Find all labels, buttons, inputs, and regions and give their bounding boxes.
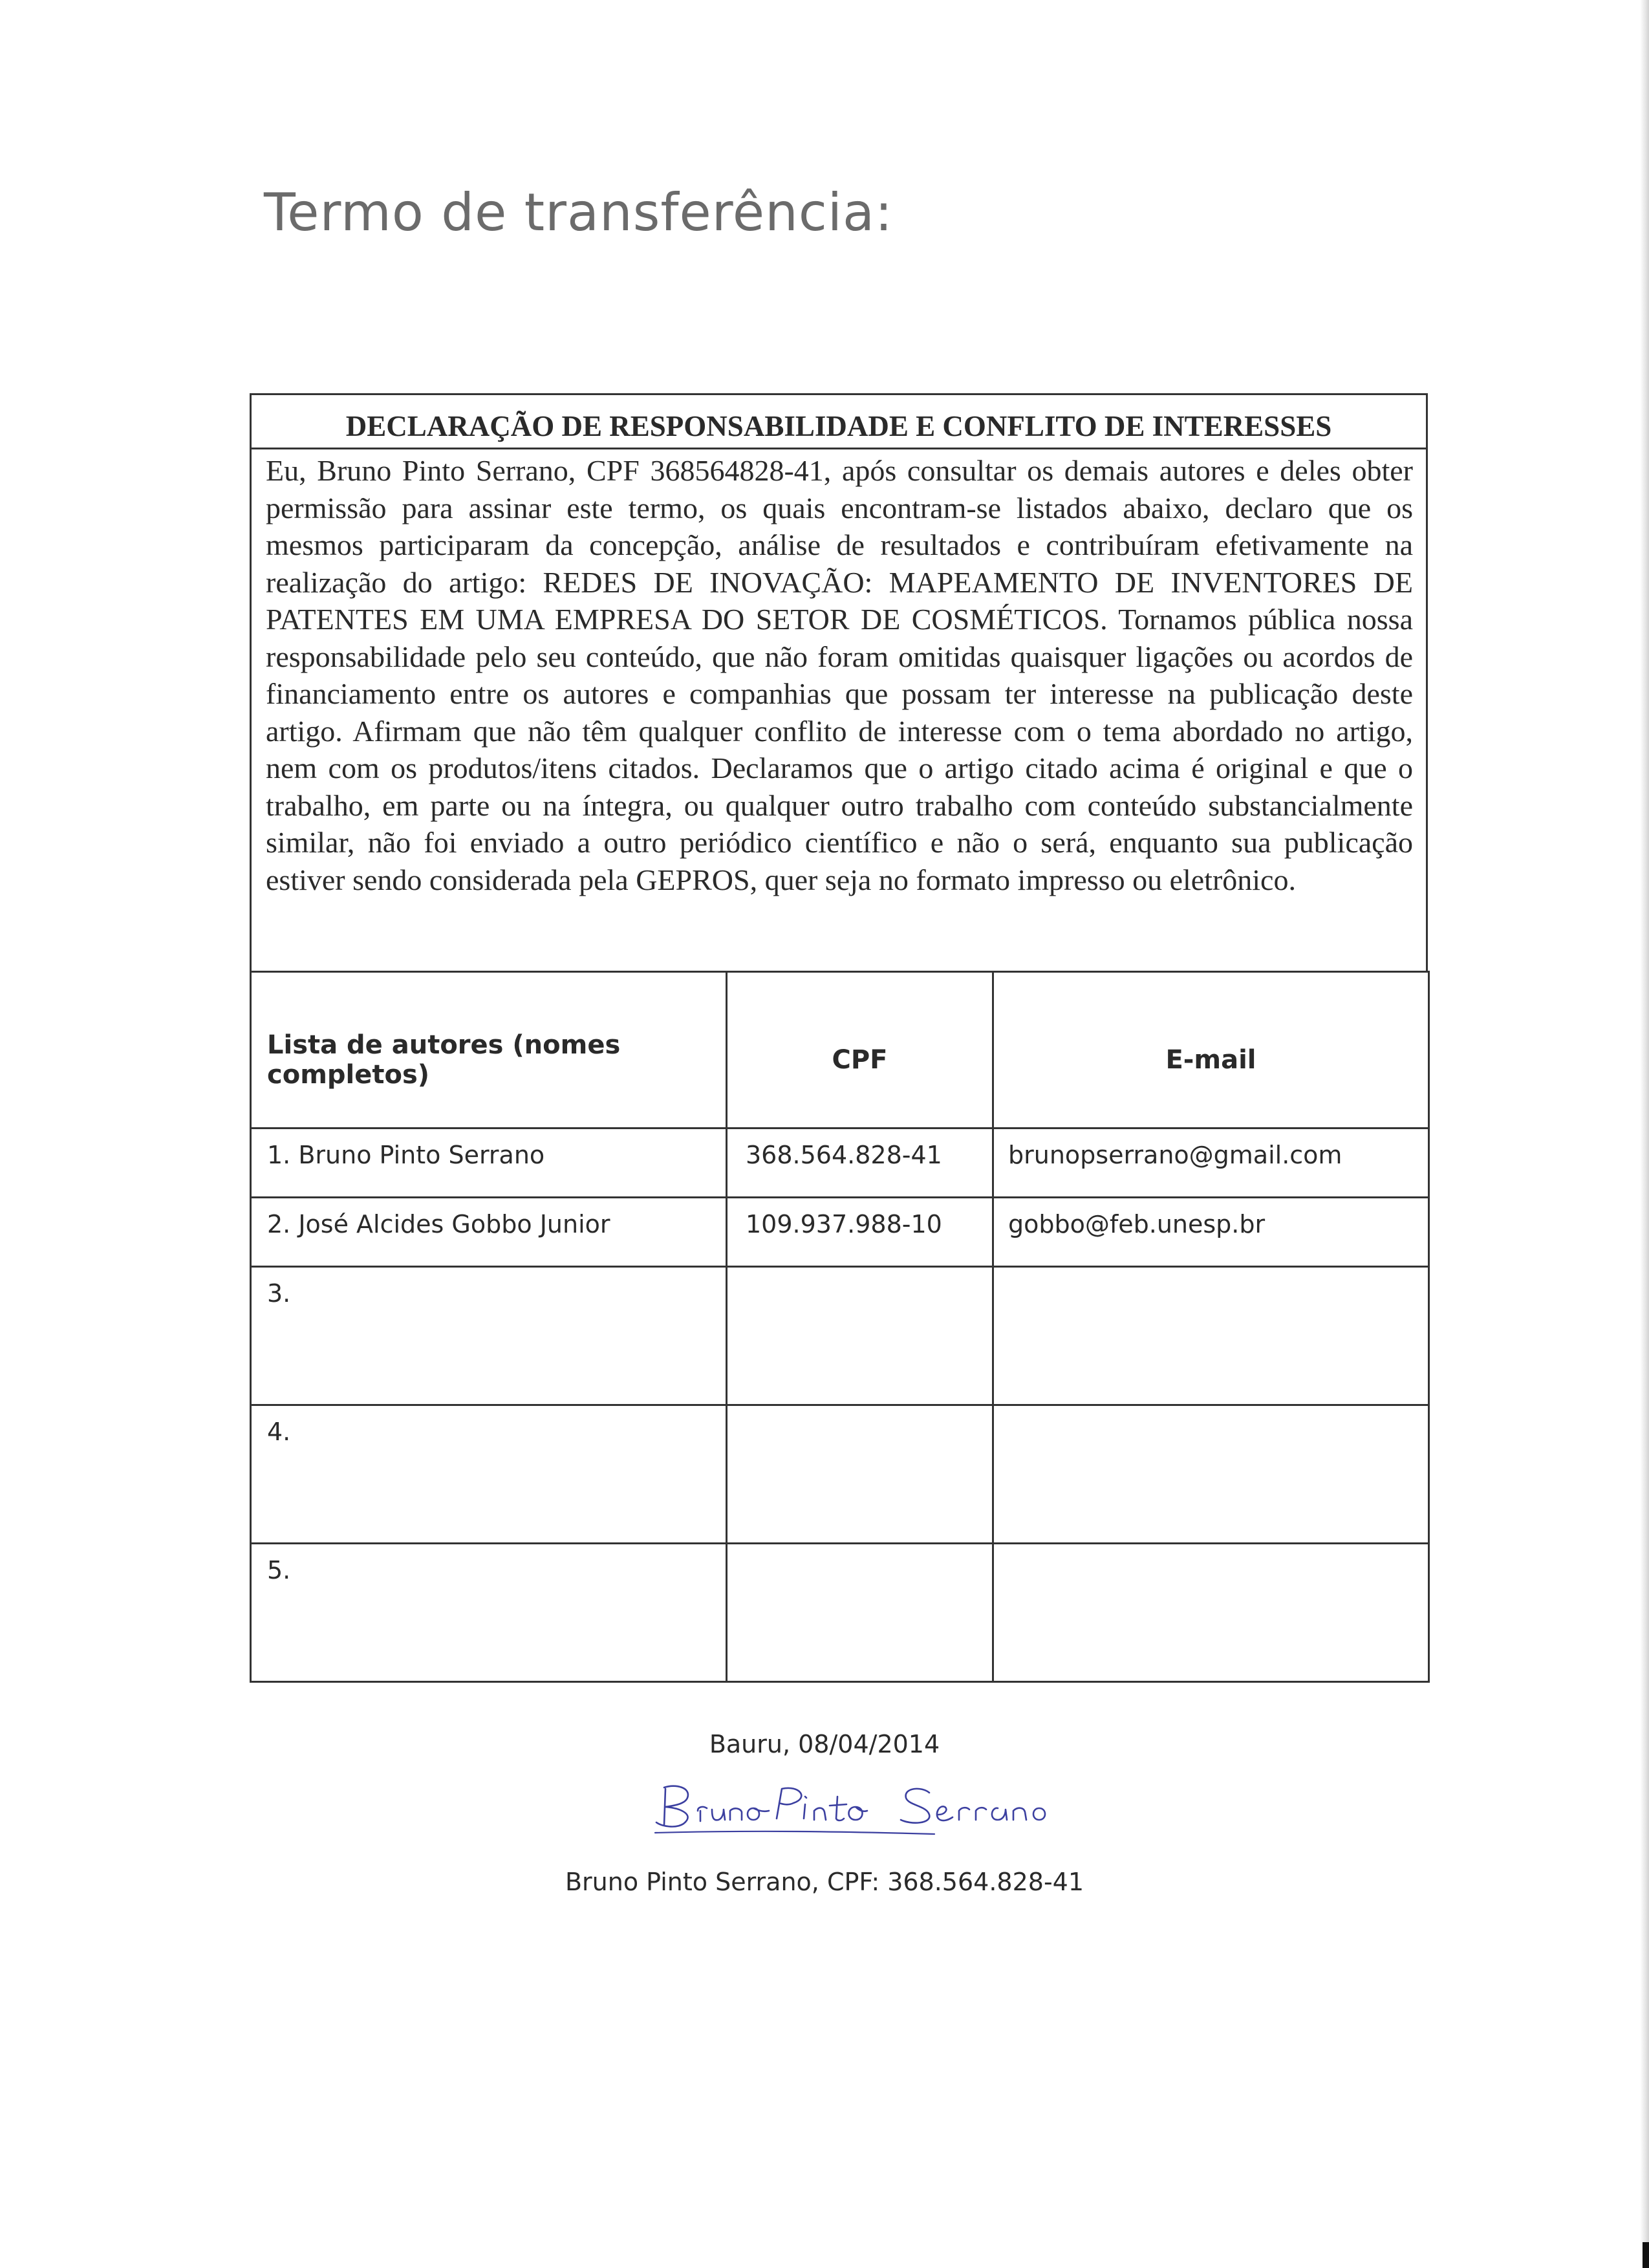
author-email-cell: gobbo@feb.unesp.br [993, 1198, 1429, 1267]
author-cpf-cell: 368.564.828-41 [727, 1129, 993, 1198]
table-row [251, 1267, 1429, 1405]
author-name-cell: 2. José Alcides Gobbo Junior [251, 1198, 727, 1267]
author-email-cell [993, 1267, 1429, 1405]
author-name-cell: 4. [251, 1405, 727, 1544]
place-and-date: Bauru, 08/04/2014 [709, 1730, 940, 1758]
author-name-cell: 3. [251, 1267, 727, 1405]
document-title: Termo de transferência: [264, 182, 893, 243]
author-name-cell: 5. [251, 1544, 727, 1682]
table-row [251, 1129, 1429, 1198]
declaration-body: Eu, Bruno Pinto Serrano, CPF 368564828-41, após consultar os demais autores e deles obter permissão para assinar este termo, os quais encontram-se listados abaixo, declaro que os mesmos participaram da concepção, análise de resultados e contribuíram efetivamente na realização do artigo: REDES DE INOVAÇÃO: MAPEAMENTO DE INVENTORES DE PATENTES EM UMA EMPRESA DO SETOR DE COSMÉTICOS. Tornamos pública nossa responsabilidade pelo seu conteúdo, que não foram omitidas quaisquer ligações ou acordos de financiamento entre os autores e companhias que possam ter interesse na publicação deste artigo. Afirmam que não têm qualquer conflito de interesse com o tema abordado no artigo, nem com os produtos/itens citados. Declaramos que o artigo citado acima é original e que o trabalho, em parte ou na íntegra, ou qualquer outro trabalho com conteúdo substancialmente similar, não foi enviado a outro periódico científico e não o será, enquanto sua publicação estiver sendo considerada pela GEPROS, quer seja no formato impresso ou eletrônico. [266, 454, 1413, 896]
author-cpf-cell [727, 1405, 993, 1544]
table-row [251, 1405, 1429, 1544]
author-email-cell [993, 1544, 1429, 1682]
author-cpf-cell [727, 1544, 993, 1682]
declaration-box [250, 393, 1428, 973]
authors-table [250, 971, 1430, 1683]
scan-edge-shadow [1640, 0, 1649, 2268]
declaration-heading: DECLARAÇÃO DE RESPONSABILIDADE E CONFLITO DE INTERESSES [252, 395, 1426, 449]
author-email-cell: brunopserrano@gmail.com [993, 1129, 1429, 1198]
table-row [251, 1544, 1429, 1682]
author-email-cell [993, 1405, 1429, 1544]
header-email: E-mail [993, 972, 1429, 1129]
author-name-cell: 1. Bruno Pinto Serrano [251, 1129, 727, 1198]
header-cpf: CPF [727, 972, 993, 1129]
handwritten-signature [650, 1778, 1083, 1843]
author-cpf-cell: 109.937.988-10 [727, 1198, 993, 1267]
table-row [251, 1198, 1429, 1267]
author-cpf-cell [727, 1267, 993, 1405]
header-author-names: Lista de autores (nomes completos) [251, 972, 727, 1129]
scan-corner-mark [1643, 2242, 1649, 2268]
authors-table-header-row [251, 972, 1429, 1129]
signer-name-and-cpf: Bruno Pinto Serrano, CPF: 368.564.828-41 [565, 1868, 1084, 1896]
